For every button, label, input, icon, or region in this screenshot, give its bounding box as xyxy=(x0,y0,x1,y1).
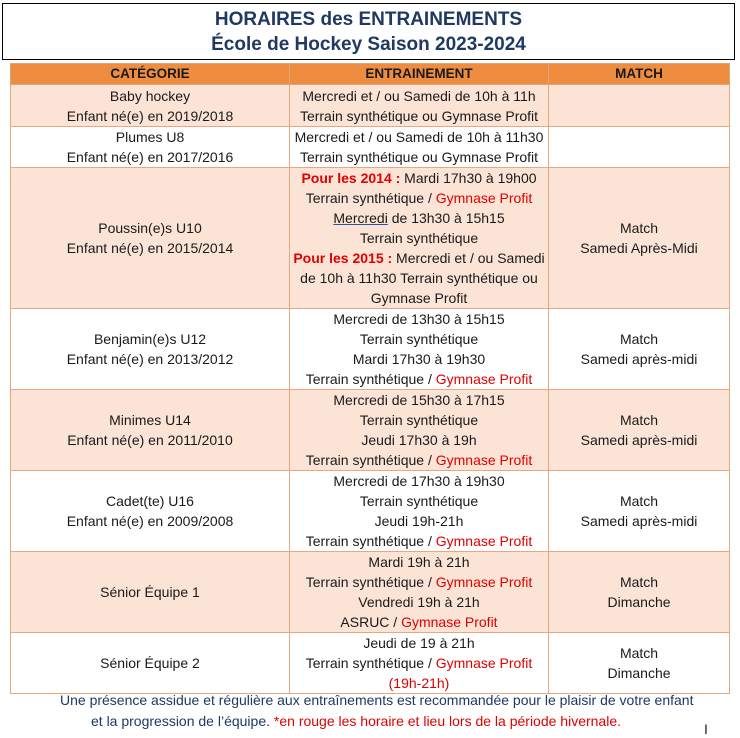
match-label: Match xyxy=(619,645,659,661)
match-label: Match xyxy=(619,493,659,509)
winter-place: Gymnase Profit xyxy=(435,655,533,671)
training-line: Mardi 17h30 à 19h30 xyxy=(352,351,486,367)
match-cell xyxy=(549,127,730,168)
category-birth: Enfant né(e) en 2019/2018 xyxy=(66,107,234,124)
training-line xyxy=(292,248,546,268)
training-line xyxy=(292,531,546,551)
category-cell xyxy=(11,633,290,694)
table-row xyxy=(11,85,730,127)
category-name: Baby hockey xyxy=(109,87,191,104)
training-cell xyxy=(290,552,549,633)
match-label: Match xyxy=(619,220,659,236)
training-line xyxy=(292,572,546,592)
footer-line-1: Une présence assidue et régulière aux entraînements est recommandée pour le plaisir de votre enfant xyxy=(60,692,694,708)
training-cell xyxy=(290,127,549,168)
category-name: Sénior Équipe 1 xyxy=(100,584,200,600)
training-line: de 10h à 11h30 Terrain synthétique ou xyxy=(300,270,538,286)
training-line: Terrain synthétique ou Gymnase Profit xyxy=(299,149,539,165)
match-day: Samedi après-midi xyxy=(580,513,698,529)
category-name: Benjamin(e)s U12 xyxy=(93,331,207,347)
category-name: Minimes U14 xyxy=(109,412,191,428)
category-birth: Enfant né(e) en 2015/2014 xyxy=(66,240,234,256)
winter-place: Gymnase Profit xyxy=(435,533,533,549)
match-day: Dimanche xyxy=(607,594,671,610)
category-name: Cadet(te) U16 xyxy=(106,493,194,509)
training-text: Terrain synthétique / xyxy=(305,655,436,671)
match-day: Samedi Après-Midi xyxy=(580,240,698,256)
training-text: Mardi 17h30 à 19h00 xyxy=(400,170,537,186)
match-cell xyxy=(549,309,730,390)
table-row xyxy=(11,633,730,694)
match-label: Match xyxy=(619,331,659,347)
winter-hours: (19h-21h) xyxy=(388,675,450,691)
training-line: Mercredi et / ou Samedi de 10h à 11h30 xyxy=(294,129,544,145)
footer-line-2 xyxy=(60,711,720,732)
winter-place: Gymnase Profit xyxy=(401,614,498,630)
category-cell xyxy=(11,309,290,390)
match-cell xyxy=(549,633,730,694)
training-text: ASRUC / xyxy=(340,614,402,630)
table-row xyxy=(11,309,730,390)
category-birth: Enfant né(e) en 2009/2008 xyxy=(66,513,234,529)
footer-note xyxy=(60,690,720,732)
category-cell xyxy=(11,471,290,552)
training-line: Vendredi 19h à 21h xyxy=(358,594,480,610)
category-cell xyxy=(11,168,290,309)
category-birth: Enfant né(e) en 2013/2012 xyxy=(66,351,234,367)
training-line: Terrain synthétique xyxy=(359,331,479,347)
training-text: Terrain synthétique / xyxy=(305,452,436,468)
training-line xyxy=(292,369,546,389)
training-cell xyxy=(290,168,549,309)
winter-place: Gymnase Profit xyxy=(435,574,533,590)
table-row xyxy=(11,390,730,471)
training-line: Mardi 19h à 21h xyxy=(368,554,470,570)
header-category: CATÉGORIE xyxy=(11,64,290,85)
page-title: HORAIRES des ENTRAINEMENTS xyxy=(214,9,523,30)
match-cell xyxy=(549,552,730,633)
match-label: Match xyxy=(619,574,659,590)
training-cell xyxy=(290,633,549,694)
table-row xyxy=(11,127,730,168)
table-row xyxy=(11,168,730,309)
training-line: Jeudi 17h30 à 19h xyxy=(361,432,477,448)
table-row xyxy=(11,552,730,633)
training-line xyxy=(292,612,546,632)
wednesday-word: Mercredi xyxy=(333,210,388,226)
training-line: Jeudi de 19 à 21h xyxy=(363,635,475,651)
training-line: Mercredi de 13h30 à 15h15 xyxy=(333,311,505,327)
winter-legend: *en rouge les horaire et lieu lors de la période hivernale. xyxy=(270,713,622,729)
text-cursor-icon: I xyxy=(704,721,708,737)
training-cell xyxy=(290,390,549,471)
training-line xyxy=(292,188,546,208)
match-cell xyxy=(549,168,730,309)
training-cell xyxy=(290,85,549,127)
title-box xyxy=(2,3,735,60)
training-cell xyxy=(290,309,549,390)
match-cell xyxy=(549,471,730,552)
table-header-row xyxy=(11,64,730,85)
winter-place: Gymnase Profit xyxy=(435,190,533,206)
schedule-table xyxy=(10,63,730,694)
training-cell xyxy=(290,471,549,552)
match-label: Match xyxy=(619,412,659,428)
category-cell xyxy=(11,390,290,471)
winter-place: Gymnase Profit xyxy=(435,452,533,468)
header-training: ENTRAINEMENT xyxy=(290,64,549,85)
training-line: Terrain synthétique xyxy=(359,412,479,428)
training-line: Jeudi 19h-21h xyxy=(374,513,464,529)
match-day: Samedi après-midi xyxy=(580,432,698,448)
training-line: Terrain synthétique xyxy=(359,493,479,509)
training-text: Terrain synthétique / xyxy=(305,190,436,206)
match-cell xyxy=(549,390,730,471)
training-line: Gymnase Profit xyxy=(370,290,468,306)
training-line xyxy=(292,208,546,228)
group-2014-label: Pour les 2014 : xyxy=(301,170,401,186)
training-line xyxy=(292,168,546,188)
category-cell xyxy=(11,127,290,168)
group-2015-label: Pour les 2015 : xyxy=(293,250,393,266)
category-birth: Enfant né(e) en 2017/2016 xyxy=(66,149,234,165)
match-day: Dimanche xyxy=(607,665,671,681)
match-day: Samedi après-midi xyxy=(580,351,698,367)
category-name: Sénior Équipe 2 xyxy=(100,655,200,671)
training-text: Mercredi et / ou Samedi xyxy=(392,250,545,266)
category-name: Plumes U8 xyxy=(115,129,185,145)
training-text: Terrain synthétique / xyxy=(305,371,436,387)
table-row xyxy=(11,471,730,552)
training-text: Terrain synthétique / xyxy=(305,533,436,549)
training-line: Mercredi de 15h30 à 17h15 xyxy=(333,392,505,408)
page-subtitle: École de Hockey Saison 2023-2024 xyxy=(211,34,526,55)
category-cell xyxy=(11,85,290,127)
match-cell xyxy=(549,85,730,127)
training-line xyxy=(292,450,546,470)
winter-place: Gymnase Profit xyxy=(435,371,533,387)
header-match: MATCH xyxy=(549,64,730,85)
footer-text: et la progression de l’équipe. xyxy=(91,713,271,729)
training-line: Mercredi de 17h30 à 19h30 xyxy=(333,473,505,489)
training-line: Terrain synthétique xyxy=(359,230,479,246)
category-cell xyxy=(11,552,290,633)
training-line xyxy=(292,653,546,673)
training-text: de 13h30 à 15h15 xyxy=(387,210,505,226)
category-birth: Enfant né(e) en 2011/2010 xyxy=(67,432,233,448)
training-text: Terrain synthétique / xyxy=(305,574,436,590)
training-line: Mercredi et / ou Samedi de 10h à 11h xyxy=(302,87,536,104)
category-name: Poussin(e)s U10 xyxy=(98,220,202,236)
training-line: Terrain synthétique ou Gymnase Profit xyxy=(299,107,539,124)
